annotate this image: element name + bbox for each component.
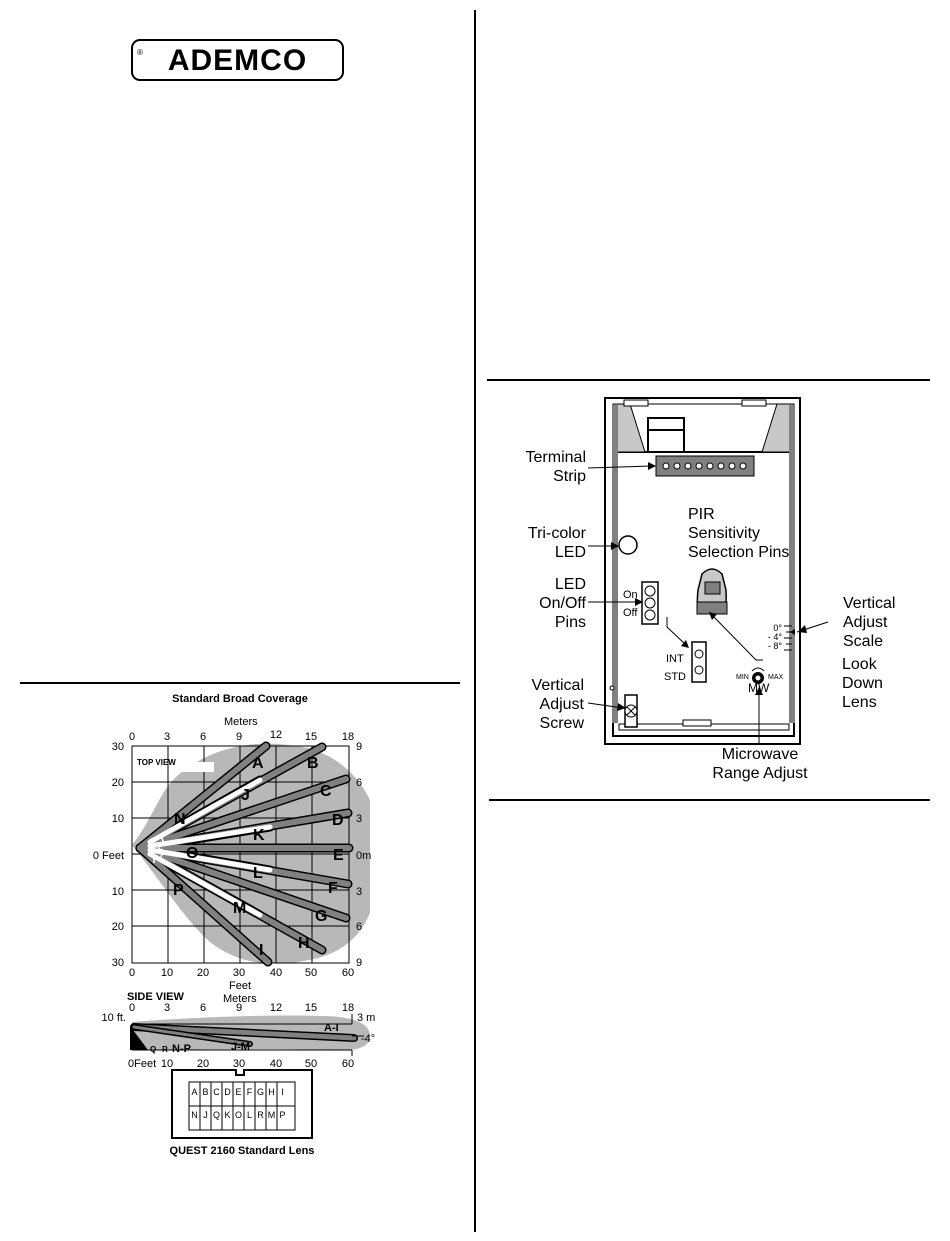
label-line: Microwave	[721, 746, 799, 763]
max-label: MAX	[768, 674, 784, 681]
zone-label: M	[233, 900, 247, 917]
lens-cell: J	[203, 1110, 208, 1120]
right-tick: 3	[356, 886, 363, 898]
scale-mark: 0°	[773, 623, 782, 633]
label-line: LED	[554, 544, 586, 561]
lens-cell: I	[281, 1087, 284, 1097]
lens-cell: O	[234, 1110, 242, 1120]
feet-tick: 0	[128, 967, 136, 979]
top-view-feet-label: Feet	[229, 980, 252, 992]
side-angle: -4°	[361, 1033, 376, 1045]
label-line: Strip	[553, 468, 586, 485]
label-line: Tri-color	[527, 525, 586, 542]
label-line: LED	[554, 576, 586, 593]
zone-label: L	[253, 865, 263, 882]
zone-label: G	[315, 908, 328, 925]
zone-label: R	[152, 850, 164, 867]
side-feet-tick: 20	[196, 1058, 210, 1070]
side-zone-label: N-P	[172, 1043, 191, 1055]
left-tick: 20	[111, 777, 124, 789]
side-meter-tick: 15	[304, 1002, 318, 1014]
top-view-meters-label: Meters	[224, 716, 258, 728]
feet-tick: 60	[341, 967, 355, 979]
side-height-left: 10 ft.	[101, 1012, 126, 1024]
registered-mark: ®	[137, 48, 143, 57]
top-view-label-bg	[170, 762, 214, 772]
left-tick: 30	[111, 957, 124, 969]
zone-label: D	[332, 812, 344, 829]
feet-tick: 10	[160, 967, 174, 979]
led-off-label: Off	[623, 607, 638, 619]
lens-cell: P	[279, 1110, 286, 1120]
feet-tick: 40	[269, 967, 283, 979]
side-feet-tick: 60	[341, 1058, 355, 1070]
right-tick: 6	[356, 921, 363, 933]
zone-label: P	[173, 882, 184, 899]
lens-cell: B	[202, 1087, 209, 1097]
microwave-label	[660, 745, 860, 783]
left-tick: 0 Feet	[92, 850, 124, 862]
label-line: Range Adjust	[712, 765, 808, 782]
label-line: Pins	[554, 614, 586, 631]
zone-label: F	[328, 880, 338, 897]
meter-tick: 15	[304, 731, 318, 743]
lens-cell: G	[256, 1087, 264, 1097]
lens-cell: Q	[212, 1110, 220, 1120]
lens-cell: L	[246, 1110, 252, 1120]
zone-label: N	[174, 811, 186, 828]
label-line: On/Off	[539, 595, 586, 612]
right-tick: 9	[356, 957, 363, 969]
right-tick: 6	[356, 777, 363, 789]
side-zone-label: J-M	[231, 1041, 250, 1053]
zone-label: C	[320, 783, 332, 800]
lens-diagram	[170, 1068, 314, 1140]
label-line: Terminal	[525, 449, 586, 466]
lens-cell: D	[224, 1087, 231, 1097]
side-feet-tick: 0Feet	[128, 1058, 157, 1070]
lens-cell: M	[267, 1110, 276, 1120]
zone-label: H	[298, 935, 310, 952]
label-line: Look	[842, 656, 877, 673]
zone-label: O	[186, 845, 199, 862]
side-meter-tick: 3	[163, 1002, 171, 1014]
scale-mark: - 8°	[767, 641, 782, 651]
label-line: Vertical	[531, 677, 584, 694]
zone-label: K	[253, 827, 265, 844]
meter-tick: 9	[235, 731, 243, 743]
look-down-label	[842, 655, 883, 712]
figure-bottom-rule	[489, 799, 930, 801]
left-tick: 20	[111, 921, 124, 933]
side-feet-tick: 50	[304, 1058, 318, 1070]
feet-tick: 30	[232, 967, 246, 979]
side-feet-tick: 40	[269, 1058, 283, 1070]
left-section-rule	[20, 682, 460, 684]
lens-cell: R	[257, 1110, 264, 1120]
lens-row-top	[189, 1087, 295, 1097]
feet-tick: 20	[196, 967, 210, 979]
pir-pins-label	[688, 505, 818, 562]
min-label: MIN	[736, 674, 749, 681]
ademco-logo	[131, 39, 344, 81]
zone-label: Q	[152, 834, 165, 851]
label-line: Lens	[842, 694, 877, 711]
scale-mark: - 4°	[767, 632, 782, 642]
side-meter-tick: 9	[235, 1002, 243, 1014]
side-view-label: SIDE VIEW	[127, 991, 184, 1003]
lens-cell: H	[268, 1087, 275, 1097]
figure-top-rule	[487, 379, 930, 381]
tri-color-led-label	[488, 524, 586, 562]
vertical-scale-label	[843, 594, 895, 651]
led-on-label: On	[623, 589, 638, 601]
side-meter-tick: 6	[199, 1002, 207, 1014]
left-tick: 10	[111, 813, 124, 825]
label-line: Adjust	[539, 696, 584, 713]
side-zone-label: Q	[150, 1045, 157, 1054]
meter-tick: 6	[199, 731, 207, 743]
led-pins-label	[488, 575, 586, 632]
lens-cell: F	[246, 1087, 253, 1097]
label-line: Sensitivity	[688, 525, 761, 542]
side-zone-label: A-I	[324, 1022, 339, 1034]
logo-text: ADEMCO	[167, 44, 308, 77]
label-line: Adjust	[843, 614, 888, 631]
right-tick: 9	[356, 741, 363, 753]
zone-label: A	[252, 755, 264, 772]
lens-title: QUEST 2160 Standard Lens	[169, 1145, 315, 1157]
meter-tick: 0	[128, 731, 136, 743]
zone-label: I	[259, 942, 264, 959]
label-line: Screw	[539, 715, 584, 732]
feet-tick: 50	[304, 967, 318, 979]
zone-label: E	[333, 847, 344, 864]
side-feet-tick: 30	[232, 1058, 246, 1070]
zone-label: B	[307, 755, 319, 772]
lens-cell: K	[224, 1110, 231, 1120]
lens-cell: E	[235, 1087, 242, 1097]
zone-label: J	[241, 787, 250, 804]
lens-row-bottom	[189, 1110, 295, 1120]
side-zone-label: R	[162, 1045, 168, 1054]
scale-marks	[748, 624, 782, 651]
terminal-strip-label	[488, 448, 586, 486]
side-view-meters-label: Meters	[223, 993, 257, 1005]
label-line: Vertical	[843, 595, 896, 612]
meter-tick: 12	[269, 729, 283, 741]
vertical-screw-label	[488, 676, 584, 733]
top-view-label: TOP VIEW	[137, 758, 176, 767]
lens-cell: N	[191, 1110, 198, 1120]
label-line: Down	[842, 675, 883, 692]
left-tick: 30	[111, 741, 124, 753]
right-tick: 3	[356, 813, 363, 825]
label-line: Selection Pins	[688, 544, 790, 561]
left-tick: 10	[111, 886, 124, 898]
column-divider	[474, 10, 476, 1232]
side-feet-tick: 10	[160, 1058, 174, 1070]
side-meter-tick: 18	[341, 1002, 355, 1014]
label-line: Scale	[843, 633, 884, 650]
std-label: STD	[664, 671, 686, 683]
coverage-title: Standard Broad Coverage	[172, 693, 308, 705]
meter-tick: 18	[341, 731, 355, 743]
side-meter-tick: 0	[128, 1002, 136, 1014]
right-tick: 0m	[356, 850, 372, 862]
lens-cell: C	[213, 1087, 220, 1097]
side-meter-tick: 12	[269, 1002, 283, 1014]
lens-cell: A	[191, 1087, 198, 1097]
int-label: INT	[666, 653, 684, 665]
top-view-diagram	[100, 710, 370, 988]
meter-tick: 3	[163, 731, 171, 743]
mw-label: MW	[748, 681, 770, 695]
side-height-right: 3 m	[357, 1012, 376, 1024]
label-line: PIR	[688, 506, 715, 523]
